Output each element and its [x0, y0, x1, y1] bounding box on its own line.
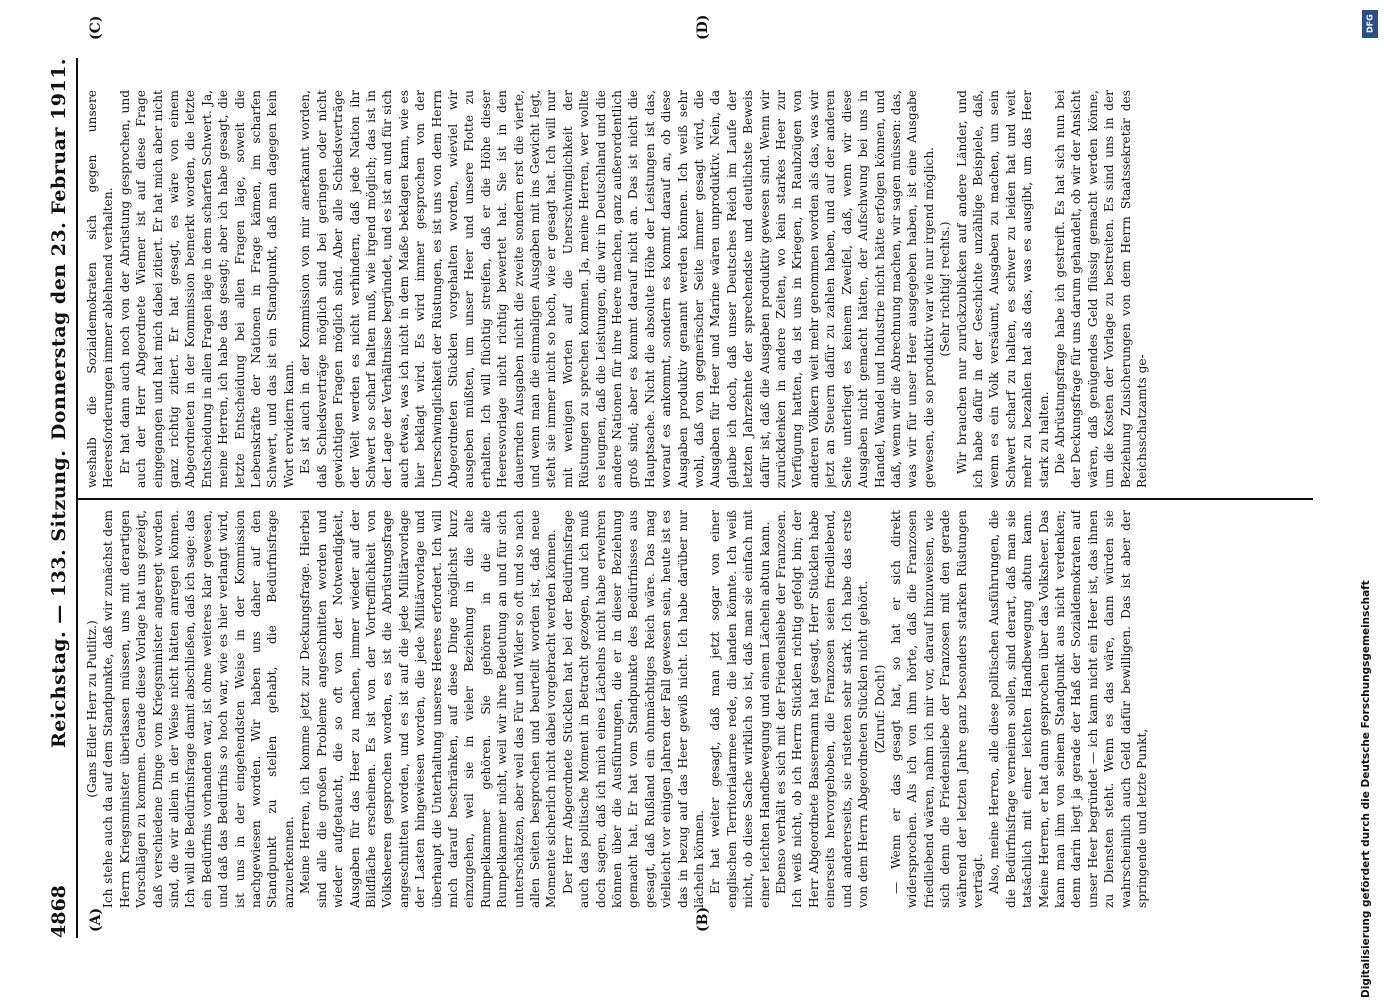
paragraph: Es ist auch in der Kommission von mir anerkannt worden, daß Schiedsverträge möglich sind bei geringen oder nicht gewichtigen Fragen möglich sind. Aber alle Schiedsverträge der Welt werden es nicht verhindern, daß jede Nation ihr Schwert so scharf halten muß, wie irgend möglich; das ist in der Lage der Verhältnisse begründet, und es ist an und für sich auch etwas, was ich nicht in dem Maße beklagen kann, wie es hier beklagt wird. Es wird immer gesprochen von der Unerschwinglichkeit der Rüstungen, es ist uns von dem Herrn Abgeordneten Stücklen vorgehalten worden, wieviel wir ausgeben müßten, um unser Heer und unsere Flotte zu erhalten. Ich will flüchtig streifen, daß er die Höhe dieser Heeresvorlage nicht richtig bewertet hat. Sie ist in den dauernden Ausgaben nicht die zweite sondern erst die vierte, und wenn man die einmaligen Ausgaben mit ins Gewicht legt, steht sie immer nicht so hoch, wie er gesagt hat. Ich will nur mit wenigen Worten auf die Unerschwinglichkeit der Rüstungen zu sprechen kommen. Ja, meine Herren, wer wollte es leugnen, daß die Leistungen, die wir in Deutschland und die andere Nationen für ihre Heere machen, ganz außerordentlich groß sind; aber es kommt darauf nicht an. Das ist nicht die Hauptsache. Nicht die absolute Höhe der Leistungen ist das, worauf es ankommt, sondern es kommt darauf an, ob diese Ausgaben produktiv genannt werden können. Ich weiß sehr wohl, daß von gegnerischer Seite immer gesagt wird, die Ausgaben für Heer und Marine wären unproduktiv. Nein, da glaube ich doch, daß unser Deutsches Reich im Laufe der letzten Jahrzehnte der sprechendste und deutlichste Beweis dafür ist, daß die Ausgaben produktiv gewesen sind. Wenn wir zurückdenken in andere Zeiten, wo kein starkes Heer zur Verfügung hatten, da ist uns in Kriegen, in Raubzügen von anderen Völkern weit mehr genommen worden als das, was wir jetzt an Steuern dafür zu zahlen haben, und auf der anderen Seite unterliegt es keinem Zweifel, daß, wenn wir diese Ausgaben nicht gemacht hätten, der Aufschwung bei uns in Handel, Wandel und Industrie nicht hätte erfolgen können, und daß, wenn wir die Abrechnung machen, wir sagen müssen: das, was wir für unser Heer ausgegeben haben, ist eine Ausgabe gewesen, die so produktiv war wie nur irgend möglich. — [298, 90, 936, 488]
paragraph: Ebenso verhält es sich mit der Friedensliebe der Franzosen. Ich weiß nicht, ob ich Herrn Stücklen richtig gefolgt bin; der Herr Abgeordnete Bassermann hat gesagt, Herr Stücklen habe einerseits hervorgehoben, die Franzosen seien friedliebend, und andererseits, sie rüsteten sehr stark. Ich habe das erste von dem Herrn Abgeordneten Stücklen nicht gehört. — [774, 510, 871, 908]
page-header — [48, 58, 76, 938]
paragraph: weshalb die Sozialdemokraten sich gegen unsere Heeresforderungen immer ablehnend verhalten. — [85, 90, 116, 488]
left-column — [84, 510, 1309, 908]
margin-letter-b: (B) — [695, 906, 711, 932]
paragraph: Er hat weiter gesagt, daß man jetzt sogar von einer englischen Territorialarmee rede, die landen könnte. Ich weiß nicht, ob diese Sache wirklich so ist, daß man sie einfach mit einer leichten Handbewegung und einem Lächeln abtun kann. — [708, 510, 772, 908]
paragraph: Wir brauchen nur zurückzublicken auf andere Länder, und ich habe dafür in der Geschichte unzählige Beispiele, daß, wenn es ein Volk versäumt, Ausgaben zu machen, um sein Schwert scharf zu halten, es schwer zu leiden hat und weit mehr zu bezahlen hat als das, was es ausgibt, um das Heer stark zu halten. — [954, 90, 1051, 488]
paragraph: Ich stehe auch da auf dem Standpunkte, daß wir zunächst dem Herrn Kriegsminister überlassen müssen, uns mit derartigen Vorschlägen zu kommen. Gerade diese Vorlage hat uns gezeigt, daß verschiedene Dinge vom Kriegsminister angeregt worden sind, die wir allein in der Weise nicht hätten anregen können. Ich will die Bedürfnisfrage damit abschließen, daß ich sage: das ein Bedürfnis vorhanden war, ist ohne weiteres klar gewesen, und daß das Bedürfnis so hoch war, wie es hier verlangt wird, ist uns in der eingehendsten Weise in der Kommission nachgewiesen worden. Wir haben uns daher auf den Standpunkt zu stellen gehabt, die Bedürfnisfrage anzuerkennen. — [101, 510, 296, 908]
digitization-credit: Digitalisierung gefördert durch die Deutsche Forschungsgemeinschaft — [1360, 580, 1372, 998]
interjection: (Zuruf: Doch!) — [872, 664, 887, 754]
paragraph: Der Herr Abgeordnete Stücklen hat bei der Bedürfnisfrage auch das politische Moment in Betracht gezogen, und ich muß doch sagen, daß ich mich eines Lächelns nicht habe erwehren können über die Ausführungen, die er in dieser Beziehung gemacht hat. Er hat vom Standpunkte des Bedürfnisses aus gesagt, daß Rußland ein ohnmächtiges Reich wäre. Das mag vielleicht vor einigen Jahren der Fall gewesen sein, heute ist es das in bezug auf das Heer gewiß nicht. Ich habe darüber nur lächeln können. — [560, 510, 707, 908]
paragraph: Die Abrüstungsfrage habe ich gestreift. Es hat sich nun bei der Deckungsfrage für uns darum gehandelt, ob wir der Ansicht wären, daß genügendes Geld flüssig gemacht werden könne, um die Kosten der Vorlage zu bestreiten. Es sind uns in der Beziehung Zusicherungen von dem Herrn Staatssekretär des Reichsschatzamts ge- — [1052, 90, 1149, 488]
session-title: Reichstag. — 133. Sitzung. — [48, 449, 70, 748]
session-date: Donnerstag den 23. Februar 1911. — [48, 58, 70, 441]
paragraph: Meine Herren, ich komme jetzt zur Deckungsfrage. Hierbei sind alle die großen Probleme angeschnitten worden und wieder aufgetaucht, die so oft von der Notwendigkeit, Ausgaben für das Heer zu machen, immer wieder auf der Bildfläche erscheinen. Es ist von der Vortrefflichkeit von Volksheeren gesprochen worden, es ist die Abrüstungsfrage angeschnitten worden, und es ist auf die jede Militärvorlage der Lasten hingewiesen worden, die jede Militärvorlage und überhaupt die Unterhaltung unseres Heeres erfordert. Ich will mich darauf beschränken, auf diese Dinge möglichst kurz einzugehen, weil sie in vieler Beziehung in die alte Rumpelkammer gehören. Sie gehören in die alte Rumpelkammer nicht, weil wir ihre Bedeutung an und für sich unterschätzen, aber weil das Für und Wider so oft und so nach allen Seiten besprochen und beurteilt worden ist, daß neue Momente sicherlich nicht dabei vorgebracht werden können. — [298, 510, 559, 908]
page-number: 4868 — [48, 885, 70, 938]
dfg-logo: DFG — [1362, 10, 1378, 38]
margin-letter-a: (A) — [88, 907, 104, 932]
interjection: (Sehr richtig! rechts.) — [938, 221, 953, 357]
paragraph: Er hat dann auch noch von der Abrüstung gesprochen, und auch der Herr Abgeordnete Wiemer ist auf diese Frage eingegangen und hat mich dabei zitiert. Er hat mich aber nicht ganz richtig zitiert. Er hat gesagt, es wäre von einem Abgeordneten in der Kommission bemerkt worden, die letzte Entscheidung in allen Fragen läge in dem scharfen Schwert. Ja, meine Herren, ich habe das gesagt; aber ich habe gesagt, die letzte Entscheidung bei allen Fragen läge, soweit die Lebenskräfte der Nationen in Frage kämen, im scharfen Schwert, und das ist ein Standpunkt, daß man dagegen kein Wort erwidern kann. — [117, 90, 296, 488]
right-column — [84, 90, 1309, 488]
speaker-note: (Gans Edler Herr zu Putlitz.) — [85, 620, 99, 798]
column-divider — [78, 498, 1313, 500]
paragraph: — Wenn er das gesagt hat, so hat er sich direkt widersprochen. Als ich von ihm hörte, daß die Franzosen friedliebend wären, nahm ich mir vor, darauf hinzuweisen, wie sich denn die Friedensliebe der Franzosen mit den gerade während der letzten Jahre ganz besonders starken Rüstungen verträgt. — [888, 510, 985, 908]
margin-letter-c: (C) — [88, 15, 104, 40]
paragraph: Also, meine Herren, alle diese politischen Ausführungen, die die Bedürfnisfrage verneinen sollen, sind derart, daß man sie tatsächlich mit einer leichten Handbewegung abtun kann. Meine Herren, er hat dann gesprochen über das Volksheer. Das kann man ihm von seinem Standpunkt aus nicht verdenken; denn darin liegt ja gerade der Haß der Sozialdemokraten auf unser Heer begründet — ich kann nicht ein Heer ist, das ihnen zu Diensten steht. Wenn es das wäre, dann würden sie wahrscheinlich auch Geld dafür bewilligen. Das ist aber der springende und letzte Punkt, — [987, 510, 1149, 908]
margin-letter-d: (D) — [695, 14, 711, 40]
